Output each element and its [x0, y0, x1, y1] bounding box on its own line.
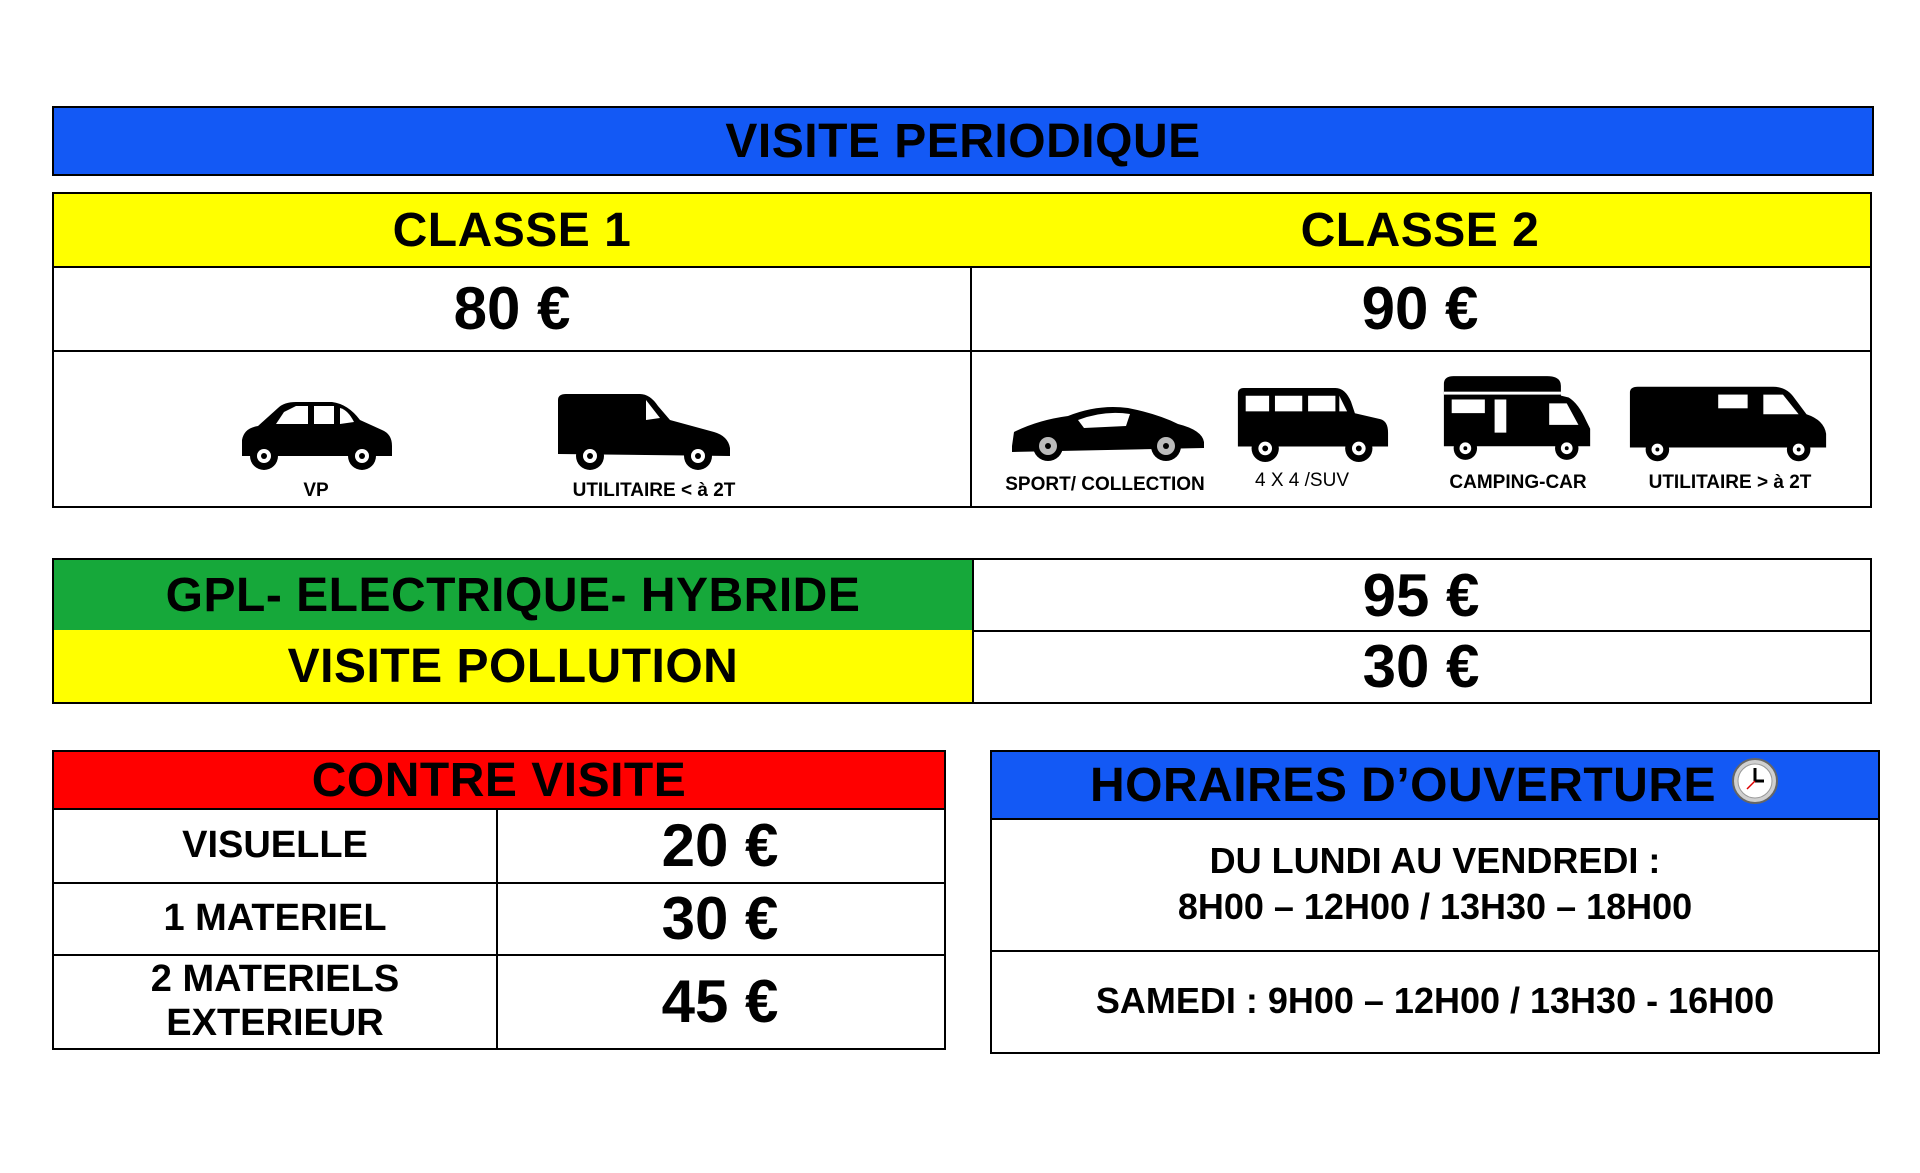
- camping-car-icon: [1440, 374, 1596, 462]
- vehicle-label-vp: VP: [303, 480, 329, 501]
- classe1-price: 80 €: [453, 274, 571, 342]
- pollution-label-cell: [52, 630, 974, 704]
- contre-visite-row-3-line2: EXTERIEUR: [166, 1002, 384, 1044]
- classe2-price-cell: [970, 266, 1872, 352]
- vehicle-label-utilitaire-small: UTILITAIRE < à 2T: [572, 480, 736, 501]
- gpl-price: 95 €: [1362, 561, 1480, 629]
- gpl-label-cell: [52, 558, 974, 632]
- contre-visite-row-3-price: 45 €: [496, 954, 946, 1050]
- pollution-label: VISITE POLLUTION: [287, 639, 739, 693]
- contre-visite-row-3-label: [52, 954, 498, 1050]
- small-van-icon: [554, 392, 734, 472]
- visite-periodique-title: VISITE PERIODIQUE: [725, 114, 1201, 168]
- classe2-vehicles: [970, 350, 1872, 508]
- gpl-price-cell: [972, 558, 1872, 632]
- classe1-price-cell: [52, 266, 972, 352]
- pollution-price: 30 €: [1362, 632, 1480, 700]
- vehicle-label-sport: SPORT/ COLLECTION: [1005, 474, 1205, 495]
- horaires-header: [990, 750, 1880, 820]
- horaires-weekday-hours: 8H00 – 12H00 / 13H30 – 18H00: [1177, 886, 1693, 927]
- contre-visite-row-2-label: 1 MATERIEL: [52, 882, 498, 956]
- contre-visite-header: [52, 750, 946, 810]
- contre-visite-row-3-line1: 2 MATERIELS: [150, 958, 400, 1000]
- contre-visite-title: CONTRE VISITE: [311, 753, 687, 807]
- horaires-weekday: [990, 818, 1880, 952]
- clock-icon: [1730, 756, 1780, 806]
- contre-visite-row-1-label: VISUELLE: [52, 808, 498, 884]
- suv-4x4-icon: [1234, 386, 1390, 464]
- large-van-icon: [1626, 384, 1832, 464]
- classe1-header: [52, 192, 972, 268]
- classe1-label: CLASSE 1: [392, 203, 632, 257]
- city-car-icon: [236, 400, 396, 472]
- vehicle-label-camping-car: CAMPING-CAR: [1449, 472, 1587, 493]
- sports-car-icon: [1008, 402, 1208, 462]
- gpl-label: GPL- ELECTRIQUE- HYBRIDE: [165, 568, 861, 622]
- classe2-price: 90 €: [1361, 274, 1479, 342]
- pollution-price-cell: [972, 630, 1872, 704]
- vehicle-label-utilitaire-large: UTILITAIRE > à 2T: [1648, 472, 1812, 493]
- classe2-label: CLASSE 2: [1300, 203, 1540, 257]
- horaires-saturday: [990, 950, 1880, 1054]
- vehicle-label-4x4: 4 X 4 /SUV: [1255, 470, 1349, 491]
- horaires-saturday-hours: SAMEDI : 9H00 – 12H00 / 13H30 - 16H00: [1095, 980, 1775, 1021]
- contre-visite-row-2-price: 30 €: [496, 882, 946, 956]
- visite-periodique-header: [52, 106, 1874, 176]
- horaires-weekday-days: DU LUNDI AU VENDREDI :: [1209, 840, 1661, 881]
- horaires-title: HORAIRES D’OUVERTURE: [1089, 758, 1717, 812]
- contre-visite-row-1-price: 20 €: [496, 808, 946, 884]
- classe1-vehicles: [52, 350, 972, 508]
- classe2-header: [970, 192, 1872, 268]
